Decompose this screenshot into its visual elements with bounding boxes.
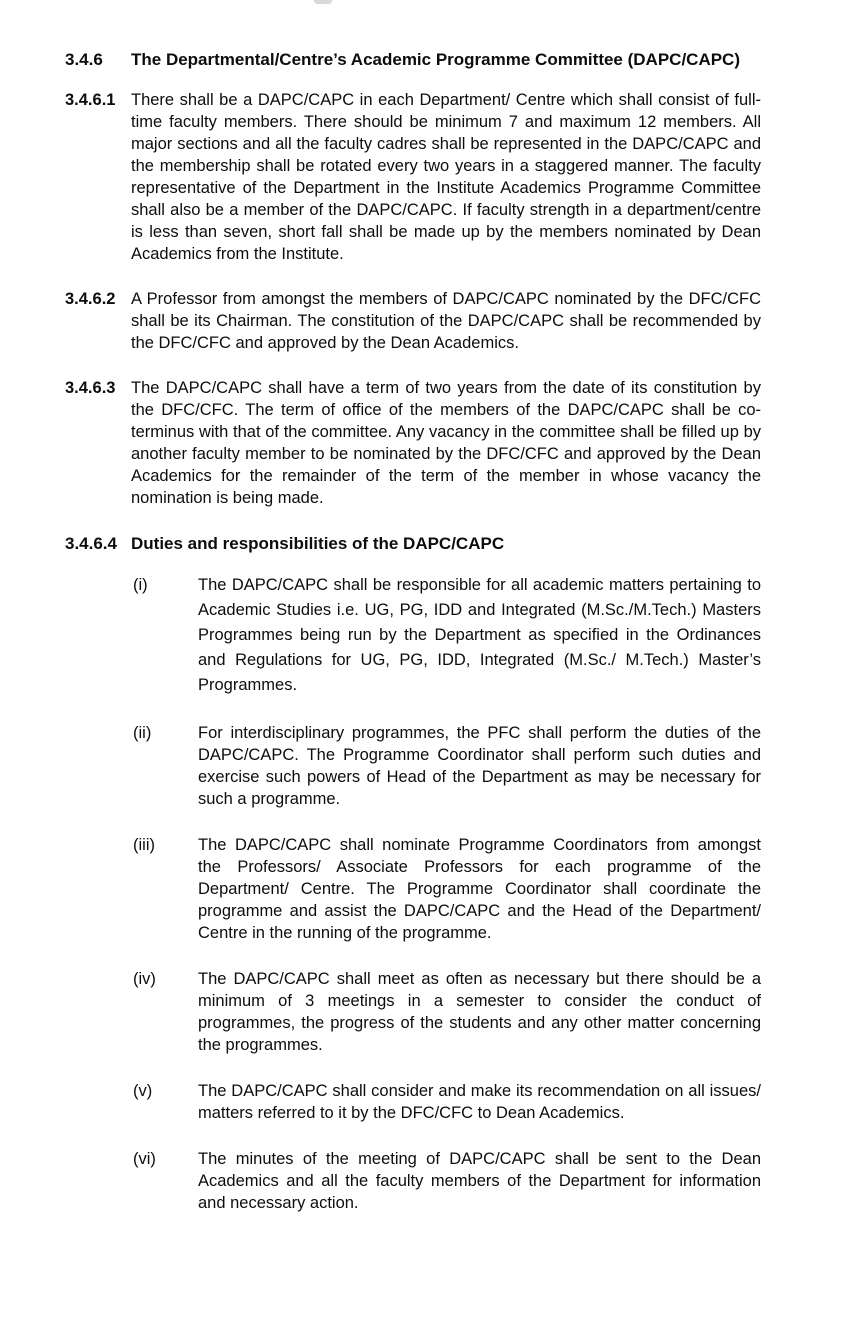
duty-item-vi: [133, 1148, 761, 1214]
duty-text: The DAPC/CAPC shall be responsible for all academic matters pertaining to Academic Studies i.e. UG, PG, IDD and Integrated (M.Sc./M.Tech.) Masters Programmes being run by the Department as specified in the Ordinances and Regulations for UG, PG, IDD, Integrated (M.Sc./ M.Tech.) Master’s Programmes.: [198, 576, 761, 694]
clause-text: The DAPC/CAPC shall have a term of two years from the date of its constitution by the DFC/CFC. The term of office of the members of the DAPC/CAPC shall be co-terminus with that of the committee. Any vacancy in the committee shall be filled up by another faculty member to be nominated by the DFC/​CFC and approved by the Dean Academics for the remainder of the term of the member in whose vacancy the nomination is being made.: [131, 379, 761, 507]
duty-label: (i): [133, 576, 148, 594]
duty-label: (iii): [133, 836, 155, 854]
clause-3-4-6-1: [65, 89, 761, 265]
clause-text: There shall be a DAPC/CAPC in each Department/ Centre which shall consist of full-time faculty members. There should be minimum 7 and maximum 12 members. All major sections and all the faculty cadres shall be represented in the DAPC/CAPC and the membership shall be rotated every two years in a staggered manner. The faculty representative of the Department in the Institute Academics Programme Committee shall also be a member of the DAPC/CAPC. If faculty strength in a department/centre is less than seven, short fall shall be made up by the members nominated by Dean Academics from the Institute.: [131, 91, 761, 263]
duty-label: (vi): [133, 1150, 156, 1168]
subsection-number: 3.4.6.4: [65, 534, 117, 553]
section-title: The Departmental/Centre’s Academic Programme Committee (DAPC/​CAPC): [131, 50, 740, 69]
duty-text: The minutes of the meeting of DAPC/CAPC shall be sent to the Dean Academics and all the faculty members of the Department for information and necessary action.: [198, 1150, 761, 1212]
clause-number: 3.4.6.2: [65, 290, 116, 308]
subsection-heading-row: [65, 532, 761, 556]
scan-artifact: [314, 0, 332, 4]
duty-item-ii: [133, 722, 761, 810]
duty-label: (ii): [133, 724, 152, 742]
duty-item-iv: [133, 968, 761, 1056]
clause-3-4-6-3: [65, 377, 761, 509]
duty-item-i: [133, 573, 761, 698]
clause-number: 3.4.6.1: [65, 91, 116, 109]
duty-label: (v): [133, 1082, 153, 1100]
duty-text: The DAPC/CAPC shall meet as often as necessary but there should be a minimum of 3 meetings in a semester to consider the conduct of programmes, the progress of the students and any other matter concerning the programmes.: [198, 970, 761, 1054]
subsection-title: Duties and responsibilities of the DAPC/CAPC: [131, 534, 505, 553]
duty-item-v: [133, 1080, 761, 1124]
duties-list: [65, 573, 761, 1214]
duty-item-iii: [133, 834, 761, 944]
clause-number: 3.4.6.3: [65, 379, 116, 397]
duty-text: The DAPC/CAPC shall nominate Programme Coordinators from amongst the Professors/ Associate Professors for each programme of the Department/ Centre. The Programme Coordinator shall coordinate the programme and assist the DAPC/CAPC and the Head of the Department/ Centre in the running of the programme.: [198, 836, 761, 942]
duty-text: For interdisciplinary programmes, the PFC shall perform the duties of the DAPC/CAPC. The Programme Coordinator shall perform such duties and exercise such powers of Head of the Department as may be necessary for such a programme.: [198, 724, 761, 808]
duty-label: (iv): [133, 970, 156, 988]
section-heading-row: [65, 48, 761, 72]
clause-text: A Professor from amongst the members of DAPC/CAPC nominated by the DFC/CFC shall be its Chairman. The constitution of the DAPC/CAPC shall be recommended by the DFC/CFC and approved by the Dean Academics.: [131, 290, 761, 352]
duty-text: The DAPC/CAPC shall consider and make its recommendation on all issues/ matters referred to it by the DFC/CFC to Dean Academics.: [198, 1082, 761, 1122]
clause-3-4-6-2: [65, 288, 761, 354]
section-number: 3.4.6: [65, 50, 103, 69]
section-content: [65, 48, 761, 1214]
